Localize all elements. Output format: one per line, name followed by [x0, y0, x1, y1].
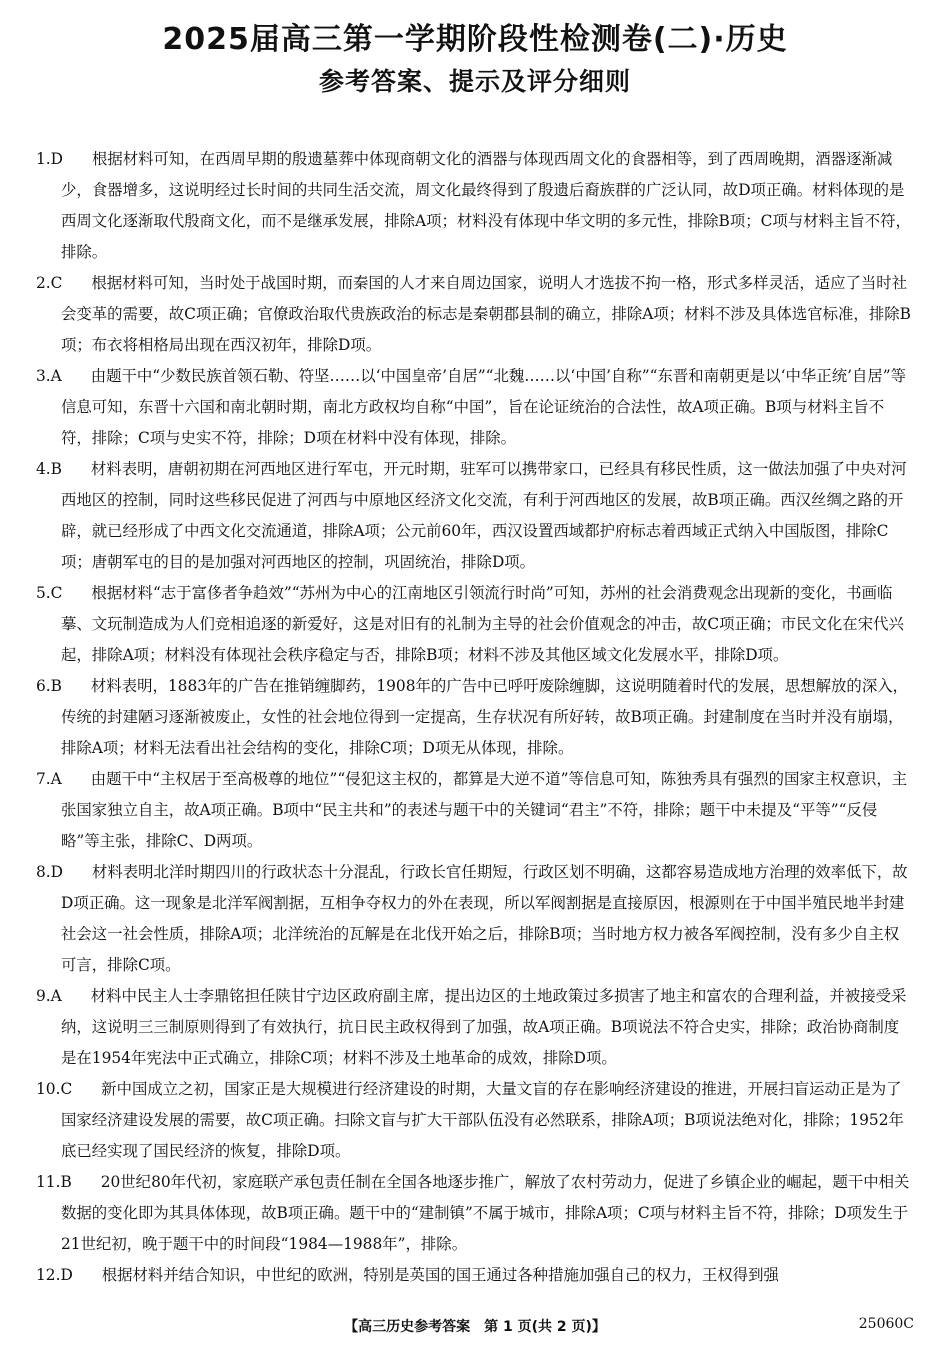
answer-item — [36, 857, 912, 981]
answer-explanation: 由题干中“少数民族首领石勒、符坚……以‘中国皇帝’自居”“北魏……以‘中国’自称”“东晋和南朝更是以‘中华正统’自居”等信息可知，东晋十六国和南北朝时期，南北方政权均自称“中国”，旨在论证统治的合法性，故A项正确。B项与材料主旨不符，排除；C项与史实不符，排除；D项在材料中没有体现，排除。 — [61, 367, 907, 447]
answer-explanation: 根据材料“志于富侈者争趋效”“苏州为中心的江南地区引领流行时尚”可知，苏州的社会消费观念出现新的变化，书画临摹、文玩制造成为人们竞相追逐的新爱好，这是对旧有的礼制为主导的社会价值观念的冲击，故C项正确；市民文化在宋代兴起，排除A项；材料没有体现社会秩序稳定与否，排除B项；材料不涉及其他区域文化发展水平，排除D项。 — [61, 584, 904, 664]
answer-explanation: 材料中民主人士李鼎铭担任陕甘宁边区政府副主席，提出边区的土地政策过多损害了地主和富农的合理利益，并被接受采纳，这说明三三制原则得到了有效执行，抗日民主政权得到了加强，故A项正确。B项说法不符合史实，排除；政治协商制度是在1954年宪法中正式确立，排除C项；材料不涉及土地革命的成效，排除D项。 — [61, 987, 907, 1067]
answer-item — [36, 764, 912, 857]
answer-explanation: 根据材料可知，当时处于战国时期，而秦国的人才来自周边国家，说明人才选拔不拘一格，形式多样灵活，适应了当时社会变革的需要，故C项正确；官僚政治取代贵族政治的标志是秦朝郡县制的确立，排除A项；材料不涉及具体选官标准，排除B项；布衣将相格局出现在西汉初年，排除D项。 — [61, 274, 911, 354]
answer-number: 11.B — [36, 1173, 72, 1191]
answer-item — [36, 454, 912, 578]
answer-item — [36, 144, 912, 268]
answer-item — [36, 268, 912, 361]
document-code: 25060C — [858, 1316, 914, 1332]
page-subtitle: 参考答案、提示及评分细则 — [318, 67, 631, 96]
answer-number: 7.A — [36, 770, 62, 788]
answer-item — [36, 578, 912, 671]
answer-explanation: 新中国成立之初，国家正是大规模进行经济建设的时期，大量文盲的存在影响经济建设的推进，开展扫盲运动正是为了国家经济建设发展的需要，故C项正确。扫除文盲与扩大干部队伍没有必然联系，排除A项；B项说法绝对化，排除；1952年底已经实现了国民经济的恢复，排除D项。 — [61, 1080, 904, 1160]
answer-number: 10.C — [36, 1080, 73, 1098]
answer-explanation: 材料表明，1883年的广告在推销缠脚药，1908年的广告中已呼吁废除缠脚，这说明随着时代的发展，思想解放的深入，传统的封建陋习逐渐被废止，女性的社会地位得到一定提高，生存状况有所好转，故B项正确。封建制度在当时并没有崩塌，排除A项；材料无法看出社会结构的变化，排除C项；D项无从体现，排除。 — [61, 677, 908, 757]
answer-number: 9.A — [36, 987, 62, 1005]
answer-explanation: 材料表明，唐朝初期在河西地区进行军屯，开元时期，驻军可以携带家口，已经具有移民性质，这一做法加强了中央对河西地区的控制，同时这些移民促进了河西与中原地区经济文化交流，有利于河西地区的发展，故B项正确。西汉丝绸之路的开辟，就已经形成了中西文化交流通道，排除A项；公元前60年，西汉设置西域都护府标志着西域正式纳入中国版图，排除C项；唐朝军屯的目的是加强对河西地区的控制，巩固统治，排除D项。 — [61, 460, 907, 571]
answer-item — [36, 361, 912, 454]
answer-number: 2.C — [36, 274, 63, 292]
answer-item — [36, 1074, 912, 1167]
answer-explanation: 20世纪80年代初，家庭联产承包责任制在全国各地逐步推广，解放了农村劳动力，促进了乡镇企业的崛起，题干中相关数据的变化即为其具体体现，故B项正确。题干中的“建制镇”不属于城市，排除A项；C项与材料主旨不符，排除；D项发生于21世纪初，晚于题干中的时间段“1984—1988年”，排除。 — [61, 1173, 910, 1253]
answer-explanation: 根据材料并结合知识，中世纪的欧洲，特别是英国的国王通过各种措施加强自己的权力，王权得到强 — [101, 1266, 779, 1284]
answer-item — [36, 1167, 912, 1260]
answer-list — [36, 144, 912, 1291]
answer-item — [36, 671, 912, 764]
answer-number: 1.D — [36, 150, 64, 168]
answer-number: 8.D — [36, 863, 64, 881]
answer-explanation: 根据材料可知，在西周早期的殷遗墓葬中体现商朝文化的酒器与体现西周文化的食器相等，到了西周晚期，酒器逐渐减少，食器增多，这说明经过长时间的共同生活交流，周文化最终得到了殷遗后裔族群的广泛认同，故D项正确。材料体现的是西周文化逐渐取代殷商文化，而不是继承发展，排除A项；材料没有体现中华文明的多元性，排除B项；C项与材料主旨不符，排除。 — [61, 150, 911, 261]
page-title: 2025届高三第一学期阶段性检测卷(二)·历史 — [162, 22, 788, 57]
answer-explanation: 材料表明北洋时期四川的行政状态十分混乱，行政长官任期短，行政区划不明确，这都容易造成地方治理的效率低下，故D项正确。这一现象是北洋军阀割据，互相争夺权力的外在表现，所以军阀割据是直接原因，根源则在于中国半殖民地半封建社会这一社会性质，排除A项；北洋统治的瓦解是在北伐开始之后，排除B项；当时地方权力被各军阀控制，没有多少自主权可言，排除C项。 — [61, 863, 908, 974]
page-footer: 【高三历史参考答案 第 1 页(共 2 页)】 — [344, 1319, 606, 1335]
answer-number: 4.B — [36, 460, 62, 478]
answer-number: 12.D — [36, 1266, 73, 1284]
answer-number: 3.A — [36, 367, 62, 385]
answer-number: 6.B — [36, 677, 62, 695]
answer-explanation: 由题干中“主权居于至高极尊的地位”“侵犯这主权的，都算是大逆不道”等信息可知，陈独秀具有强烈的国家主权意识，主张国家独立自主，故A项正确。B项中“民主共和”的表述与题干中的关键词“君主”不符，排除；题干中未提及“平等”“反侵略”等主张，排除C、D两项。 — [61, 770, 908, 850]
answer-item — [36, 981, 912, 1074]
answer-item — [36, 1260, 912, 1291]
answer-number: 5.C — [36, 584, 63, 602]
